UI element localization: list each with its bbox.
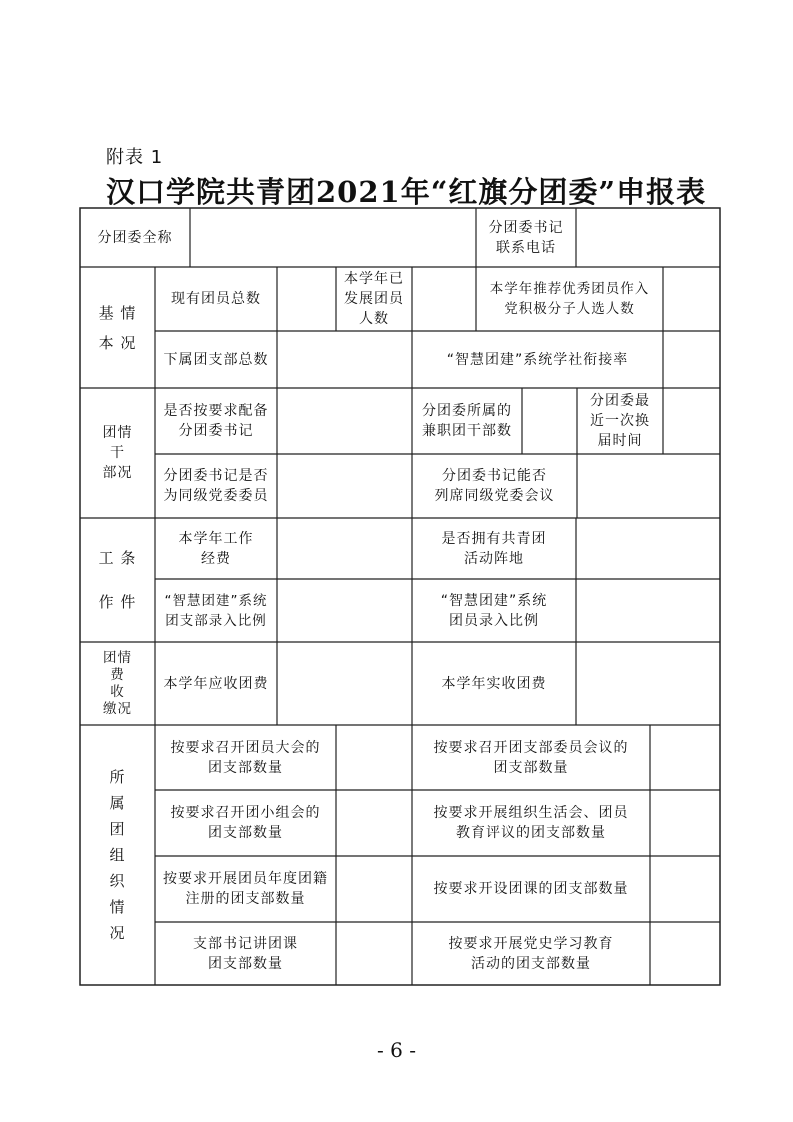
label-activity-space: 是否拥有共青团 活动阵地 xyxy=(441,530,547,567)
label-league-lecture: 按要求开设团课的团支部数量 xyxy=(433,881,629,897)
label-general-meeting: 按要求召开团员大会的 团支部数量 xyxy=(170,739,321,776)
label-branch-entry-ratio: “智慧团建”系统 团支部录入比例 xyxy=(164,592,268,629)
label-group-meeting: 按要求召开团小组会的 团支部数量 xyxy=(170,805,321,841)
label-developed-this-year: 本学年已 发展团员 人数 xyxy=(344,271,404,327)
label-secretary-party-member: 分团委书记是否 为同级党委委员 xyxy=(163,468,269,504)
label-life-meeting: 按要求开展组织生活会、团员 教育评议的团支部数量 xyxy=(433,805,629,841)
section-basic: 基 情 本 况 xyxy=(98,303,137,352)
section-organization: 所 属 团 组 织 情 况 xyxy=(109,768,126,942)
label-fees-due: 本学年应收团费 xyxy=(163,675,269,692)
form-title: 汉口学院共青团2021年“红旗分团委”申报表 xyxy=(106,175,707,209)
label-members-total: 现有团员总数 xyxy=(171,291,261,307)
label-history-study: 按要求开展党史学习教育 活动的团支部数量 xyxy=(448,935,614,972)
label-parttime-cadres: 分团委所属的 兼职团干部数 xyxy=(422,403,512,439)
section-cadre: 团情 干 部况 xyxy=(102,425,133,481)
label-branch-total: 下属团支部总数 xyxy=(163,351,269,368)
label-attend-party-meeting: 分团委书记能否 列席同级党委会议 xyxy=(434,468,555,504)
label-last-election: 分团委最 近一次换 届时间 xyxy=(590,393,650,449)
appendix-label: 附表 1 xyxy=(106,147,164,168)
label-annual-funds: 本学年工作 经费 xyxy=(178,530,254,567)
label-registration: 按要求开展团员年度团籍 注册的团支部数量 xyxy=(163,871,328,907)
label-committee-meeting: 按要求召开团支部委员会议的 团支部数量 xyxy=(433,739,629,776)
section-fees: 团情 费 收 缴况 xyxy=(103,649,132,717)
label-secretary-phone: 分团委书记 联系电话 xyxy=(488,219,564,256)
label-committee-name: 分团委全称 xyxy=(97,229,173,246)
label-member-entry-ratio: “智慧团建”系统 团员录入比例 xyxy=(440,592,548,629)
label-secretary-lecture: 支部书记讲团课 团支部数量 xyxy=(193,935,298,972)
label-smart-connect-rate: “智慧团建”系统学社衔接率 xyxy=(446,351,629,368)
label-fees-collected: 本学年实收团费 xyxy=(441,675,547,692)
label-secretary-assigned: 是否按要求配备 分团委书记 xyxy=(163,403,269,439)
section-work: 工 条 作 件 xyxy=(98,549,137,611)
page-number: - 6 - xyxy=(377,1038,416,1062)
label-recommended-party: 本学年推荐优秀团员作入 党积极分子人选人数 xyxy=(489,281,650,317)
